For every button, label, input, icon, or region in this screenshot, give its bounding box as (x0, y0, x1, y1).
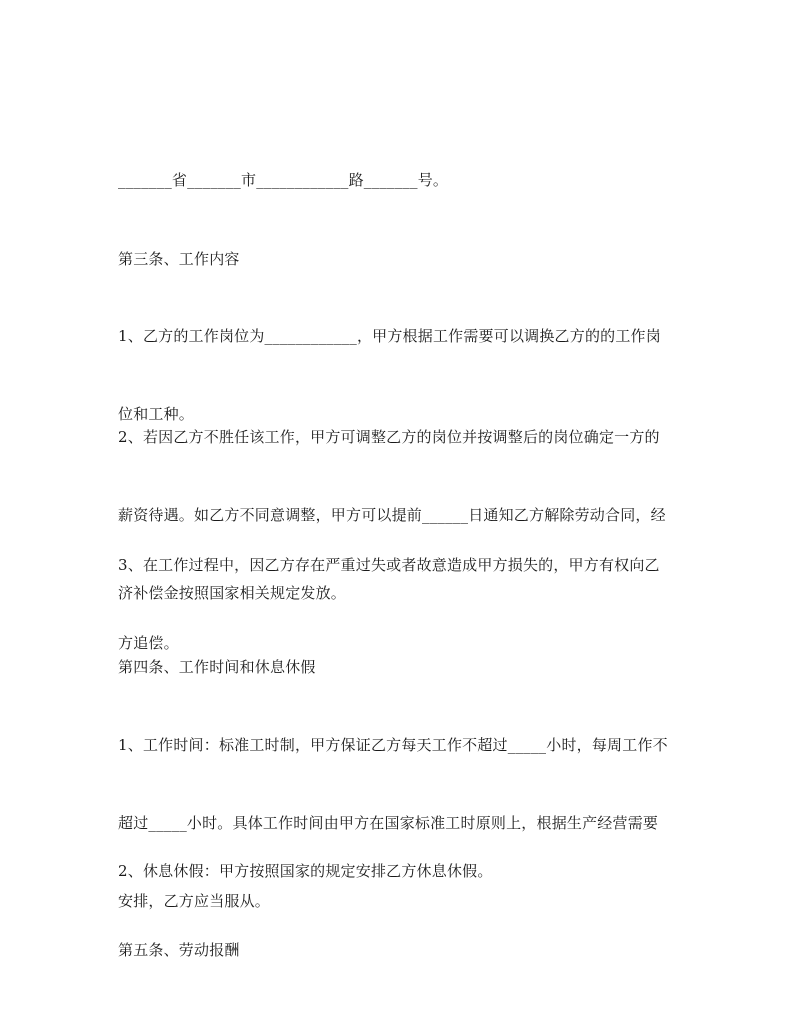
paragraph-line: 位和工种。 (118, 405, 195, 423)
section-5-title: 第五条、劳动报酬 (118, 941, 240, 959)
paragraph-line: 2、休息休假：甲方按照国家的规定安排乙方休息休假。 (118, 862, 493, 880)
paragraph-line: 超过_____小时。具体工作时间由甲方在国家标准工时原则上，根据生产经营需要 (118, 814, 659, 832)
paragraph-line: 安排，乙方应当服从。 (118, 892, 271, 910)
paragraph-line: 3、在工作过程中，因乙方存在严重过失或者故意造成甲方损失的，甲方有权向乙 (118, 556, 660, 574)
paragraph-line: 薪资待遇。如乙方不同意调整，甲方可以提前______日通知乙方解除劳动合同，经 (118, 506, 666, 524)
address-text: _______省_______市____________路_______号。 (118, 171, 449, 189)
section-3-title: 第三条、工作内容 (118, 250, 240, 268)
section-4-title: 第四条、工作时间和休息休假 (118, 658, 316, 676)
paragraph-line: 济补偿金按照国家相关规定发放。 (118, 584, 347, 602)
paragraph-line: 2、若因乙方不胜任该工作，甲方可调整乙方的岗位并按调整后的岗位确定一方的 (118, 428, 660, 446)
paragraph-line: 1、工作时间：标准工时制，甲方保证乙方每天工作不超过_____小时，每周工作不 (118, 736, 668, 754)
section-5-heading (118, 885, 683, 1015)
paragraph-line: 方追偿。 (118, 634, 179, 652)
paragraph-line: 1、乙方的工作岗位为____________，甲方根据工作需要可以调换乙方的的工作岗 (118, 327, 661, 345)
